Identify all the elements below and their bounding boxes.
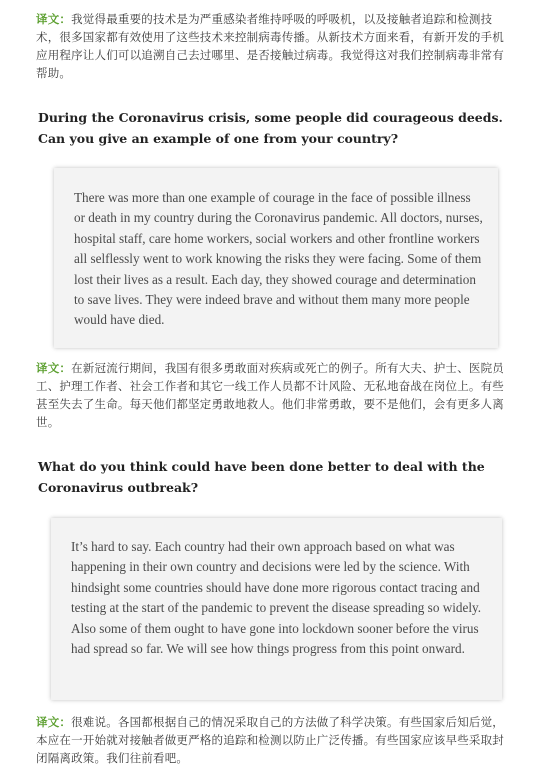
answer-text-2: It’s hard to say. Each country had their own approach based on what was happening in their own country and decisions were led by the science. With hindsight some countries should have done more rigorous contact tracing and testing at the start of the pandemic to prevent the disease spreading so widely. Also some of them ought to have gone into lockdown sooner before the virus had spread so far. We will see how things progress from this point onward. [71, 539, 482, 657]
answer-box-1 [54, 168, 498, 348]
translation-label: 译文： [36, 12, 72, 26]
translation-paragraph-2 [36, 359, 514, 431]
question-2: What do you think could have been done better to deal with the Coronavirus outbreak? [38, 459, 485, 495]
translation-paragraph-3 [36, 713, 514, 767]
translation-text: 我觉得最重要的技术是为严重感染者维持呼吸的呼吸机，以及接触者追踪和检测技术，很多国家都有效使用了这些技术来控制病毒传播。从新技术方面来看，有新开发的手机应用程序让人们可以追溯自己去过哪里、是否接触过病毒。我觉得这对我们控制病毒非常有帮助。 [36, 12, 504, 80]
translation-label: 译文： [36, 361, 72, 375]
question-1: During the Coronavirus crisis, some people did courageous deeds. Can you give an example of one from your country? [38, 110, 503, 146]
translation-text: 很难说。各国都根据自己的情况采取自己的方法做了科学决策。有些国家后知后觉，本应在一开始就对接触者做更严格的追踪和检测以防止广泛传播。有些国家应该早些采取封闭隔离政策。我们往前看吧。 [36, 715, 505, 765]
translation-text: 在新冠流行期间，我国有很多勇敢面对疾病或死亡的例子。所有大夫、护士、医院员工、护理工作者、社会工作者和其它一线工作人员都不计风险、无私地奋战在岗位上。有些甚至失去了生命。每天他们都坚定勇敢地救人。他们非常勇敢，要不是他们，会有更多人离世。 [36, 361, 505, 429]
answer-box-2 [51, 518, 502, 700]
translation-label: 译文： [36, 715, 72, 729]
answer-text-1: There was more than one example of courage in the face of possible illness or death in my country during the Coronavirus pandemic. All doctors, nurses, hospital staff, care home workers, social workers and other frontline workers all selflessly went to work knowing the risks they were facing. Some of them lost their lives as a result. Each day, they showed courage and determination to save lives. They were indeed brave and without them many more people would have died. [74, 190, 483, 328]
translation-paragraph-1 [36, 10, 514, 82]
